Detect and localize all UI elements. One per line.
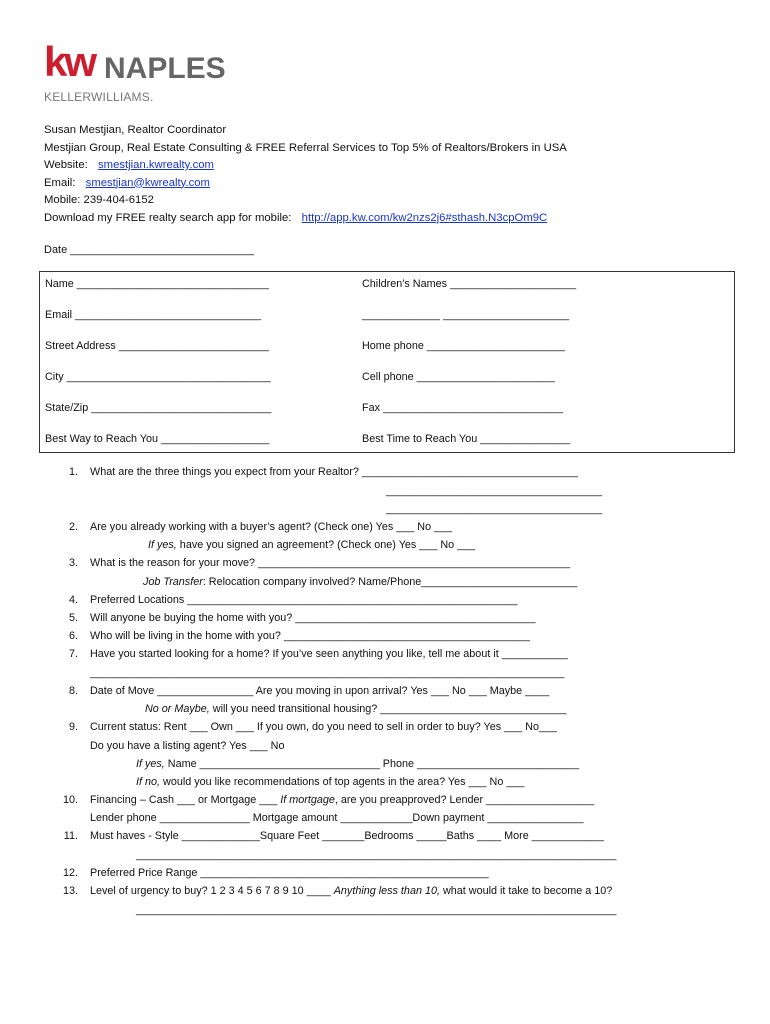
best-way-field[interactable]: Best Way to Reach You __________________ (45, 433, 270, 445)
question-number: 12. (62, 867, 78, 879)
logo-company-name: KELLERWILLIAMS. (44, 90, 154, 104)
question-number: 8. (68, 685, 78, 697)
q13-text: Level of urgency to buy? 1 2 3 4 5 6 7 8 9 10 ____ (90, 885, 334, 897)
question-10-lender[interactable]: Lender phone _______________ Mortgage amount ____________Down payment ________________ (90, 812, 584, 824)
app-label: Download my FREE realty search app for mobile: (44, 211, 292, 224)
italic-lead: If yes, (136, 758, 165, 770)
q10-text: Financing – Cash ___ or Mortgage ___ (90, 794, 281, 806)
followup-text: will you need transitional housing? _______________________________ (209, 703, 567, 715)
question-6[interactable]: Who will be living in the home with you? _________________________________________ (90, 630, 531, 642)
italic-lead: If yes, (148, 539, 177, 551)
question-13-line-2[interactable]: ________________________________________________________________________________ (136, 904, 617, 916)
question-8-followup[interactable] (145, 703, 566, 715)
question-number: 9. (68, 721, 78, 733)
italic-lead: Job Transfer (143, 576, 203, 588)
kw-logo-mark (44, 44, 104, 84)
question-number: 2. (68, 521, 78, 533)
followup-text: : Relocation company involved? Name/Phone__________________________ (202, 576, 578, 588)
question-number: 4. (68, 594, 78, 606)
date-field[interactable]: Date ______________________________ (44, 244, 254, 256)
question-number: 7. (68, 648, 78, 660)
question-1-line-3[interactable]: ____________________________________ (386, 503, 603, 515)
question-number: 5. (68, 612, 78, 624)
question-4[interactable]: Preferred Locations _______________________________________________________ (90, 594, 518, 606)
kw-letters: kw (44, 44, 95, 84)
contact-info-box (39, 271, 735, 453)
question-number: 6. (68, 630, 78, 642)
question-5[interactable]: Will anyone be buying the home with you? ________________________________________ (90, 612, 536, 624)
question-13[interactable] (90, 885, 612, 897)
question-7-line-2[interactable]: _______________________________________________________________________________ (90, 667, 565, 679)
question-3[interactable]: What is the reason for your move? ____________________________________________________ (90, 557, 571, 569)
question-2[interactable]: Are you already working with a buyer’s agent? (Check one) Yes ___ No ___ (90, 521, 453, 533)
website-link[interactable]: smestjian.kwrealty.com (98, 159, 214, 171)
best-time-field[interactable]: Best Time to Reach You _______________ (362, 433, 571, 445)
childrens-names-field-2[interactable]: _____________ _____________________ (362, 309, 570, 321)
question-9[interactable]: Current status: Rent ___ Own ___ If you own, do you need to sell in order to buy? Yes ___ No___ (90, 721, 557, 733)
q13-italic: Anything less than 10, (333, 885, 440, 897)
question-2-followup[interactable] (148, 539, 475, 551)
website-row (44, 157, 567, 175)
italic-lead: If no, (136, 776, 161, 788)
agent-title: Susan Mestjian, Realtor Coordinator (44, 124, 227, 136)
question-number: 1. (68, 466, 78, 478)
q10-italic: If mortgage (280, 794, 335, 806)
question-12[interactable]: Preferred Price Range ________________________________________________ (90, 867, 489, 879)
email-label: Email: (44, 176, 76, 189)
question-number: 10. (62, 794, 78, 806)
q10-text-2: , are you preapproved? Lender __________________ (334, 794, 595, 806)
question-1-line-2[interactable]: ____________________________________ (386, 485, 603, 497)
question-9-agent-name[interactable] (136, 758, 579, 770)
app-row (44, 210, 567, 228)
question-number: 3. (68, 557, 78, 569)
q13-text-2: what would it take to become a 10? (439, 885, 613, 897)
city-field[interactable]: City __________________________________ (45, 371, 271, 383)
mobile-number: Mobile: 239-404-6152 (44, 194, 154, 206)
question-10[interactable] (90, 794, 594, 806)
state-zip-field[interactable]: State/Zip ______________________________ (45, 402, 272, 414)
question-1[interactable]: What are the three things you expect from your Realtor? ____________________________________ (90, 466, 579, 478)
home-phone-field[interactable]: Home phone _______________________ (362, 340, 565, 352)
question-11[interactable]: Must haves - Style _____________Square Feet _______Bedrooms _____Baths ____ More ____________ (90, 830, 604, 842)
website-label: Website: (44, 159, 88, 171)
question-number: 13. (62, 885, 78, 897)
question-9-recommendations[interactable] (136, 776, 524, 788)
email-row (44, 175, 567, 193)
question-8[interactable]: Date of Move ________________ Are you moving in upon arrival? Yes ___ No ___ Maybe ____ (90, 685, 550, 697)
app-link[interactable]: http://app.kw.com/kw2nzs2j6#sthash.N3cpOm9C (301, 211, 548, 224)
followup-text: Name ______________________________ Phone ___________________________ (164, 758, 580, 770)
question-11-line-2[interactable]: ________________________________________________________________________________ (136, 849, 617, 861)
childrens-names-field[interactable]: Children’s Names _____________________ (362, 278, 577, 290)
question-number: 11. (63, 830, 78, 842)
agent-group: Mestjian Group, Real Estate Consulting & FREE Referral Services to Top 5% of Realtors/Brokers in USA (44, 141, 567, 154)
italic-lead: No or Maybe, (145, 703, 210, 715)
followup-text: would you like recommendations of top agents in the area? Yes ___ No ___ (160, 776, 525, 788)
question-3-followup[interactable] (143, 576, 577, 588)
question-7[interactable]: Have you started looking for a home? If you’ve seen anything you like, tell me about it ___________ (90, 648, 568, 660)
contact-header (44, 122, 567, 227)
street-address-field[interactable]: Street Address _________________________ (45, 340, 269, 352)
question-9-listing-agent[interactable]: Do you have a listing agent? Yes ___ No (90, 740, 285, 752)
email-field[interactable]: Email _______________________________ (45, 309, 262, 321)
fax-field[interactable]: Fax ______________________________ (362, 402, 564, 414)
cell-phone-field[interactable]: Cell phone _______________________ (362, 371, 555, 383)
followup-text: have you signed an agreement? (Check one) Yes ___ No ___ (176, 539, 476, 551)
email-link[interactable]: smestjian@kwrealty.com (85, 176, 210, 189)
logo-office-name: NAPLES (104, 52, 226, 85)
name-field[interactable]: Name ________________________________ (45, 278, 269, 290)
